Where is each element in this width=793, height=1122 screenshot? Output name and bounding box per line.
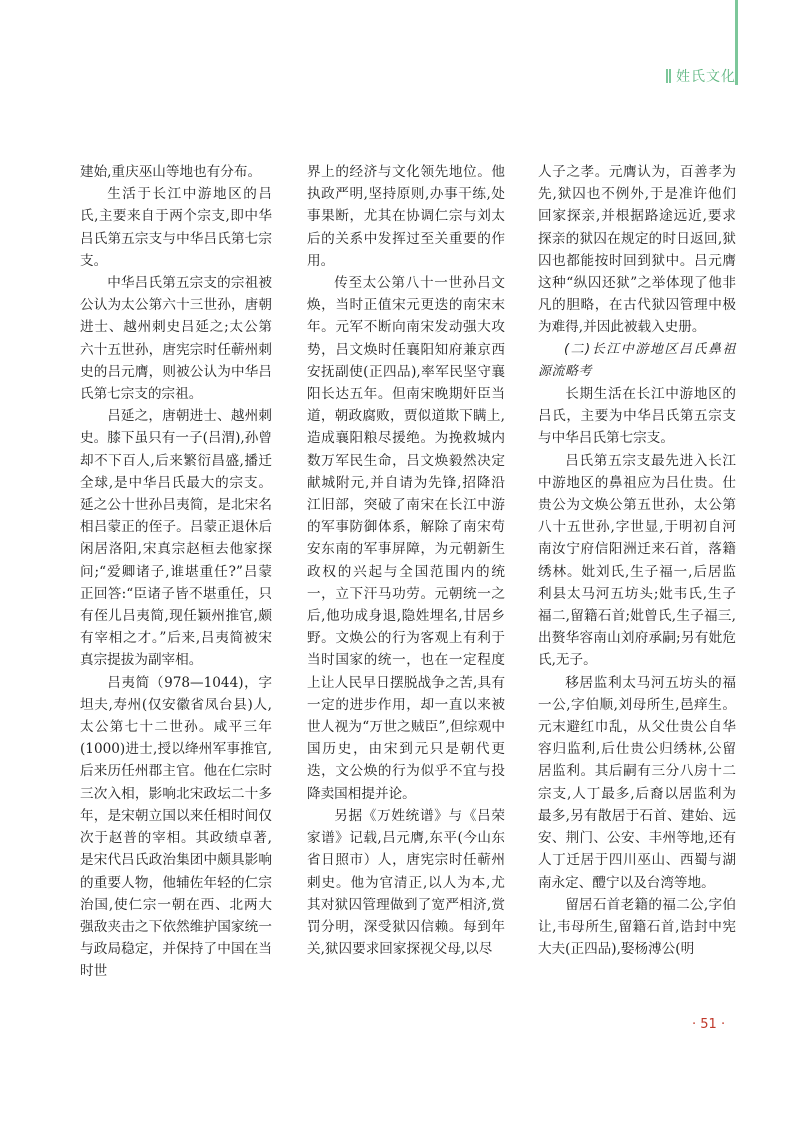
- paragraph: 移居监利太马河五坊头的福一公,字伯顺,刘母所生,邑痒生。元末避红巾乱，从父仕贵公自华容归监利,后仕贵公归绣林,公留居监利。其后嗣有三分八房十二宗支,人丁最多,后裔以居监利为最多,另有散居于石首、建始、远安、荆门、公安、丰州等地,还有人丁迁居于四川巫山、西蜀与湖南永定、醴宁以及台湾等地。: [538, 674, 736, 891]
- paragraph: 另据《万姓统谱》与《吕荣家谱》记载,吕元膺,东平(今山东省日照市）人，唐宪宗时任蕲州刺史。他为官清正,以人为本,尤其对狱囚管理做到了宽严相济,赏罚分明，深受狱囚信赖。每到年关,狱囚要求回家探视父母,以尽: [307, 807, 505, 958]
- page-number: · 51 ·: [692, 1017, 726, 1032]
- paragraph: 吕延之，唐朝进士、越州刺史。膝下虽只有一子(吕渭),孙曾却不下百人,后来繁衍昌盛,播迁全球,是中华吕氏最大的宗支。延之公十世孙吕夷简，是北宋名相吕蒙正的侄子。吕蒙正退休后闲居洛阳,宋真宗赵桓去他家探问;“爱卿诸子,谁堪重任?”吕蒙正回答:“臣诸子皆不堪重任，只有侄儿吕夷简,现任颖州推官,颇有宰相之才。”后来,吕夷简被宋真宗提拔为副宰相。: [80, 408, 272, 669]
- paragraph: 建始,重庆巫山等地也有分布。: [80, 164, 262, 180]
- subsection-heading: (二)长江中游地区吕氏鼻祖源流略考: [538, 341, 736, 379]
- paragraph: 传至太公第八十一世孙吕文焕，当时正值宋元更迭的南宋末年。元军不断向南宋发动强大攻势，吕文焕时任襄阳知府兼京西安抚副使(正四品),率军民坚守襄阳长达五年。但南宋晚期奸臣当道，朝政腐败，贾似道欺下瞒上,造成襄阳粮尽援绝。为挽救城内数万军民生命，吕文焕毅然决定献城附元,并自请为先锋,招降沿江旧部，突破了南宋在长江中游的军事防御体系，解除了南宋苟安东南的军事屏障，为元朝新生政权的兴起与全国范围内的统一，立下汗马功劳。元朝统一之后,他功成身退,隐姓埋名,甘居乡野。文焕公的行为客观上有利于当时国家的统一，也在一定程度上让人民早日摆脱战争之苦,具有一定的进步作用，却一直以来被世人视为“万世之贼臣”,但综观中国历史，由宋到元只是朝代更迭，文公焕的行为似乎不宜与投降卖国相提并论。: [307, 275, 505, 802]
- section-label: [666, 66, 736, 86]
- paragraph: 界上的经济与文化领先地位。他执政严明,坚持原则,办事干练,处事果断，尤其在协调仁宗与刘太后的关系中发挥过至关重要的作用。: [307, 164, 505, 269]
- paragraph: 留居石首老籍的福二公,字伯让,韦母所生,留籍石首,诰封中宪大夫(正四品),娶杨溥公(明: [538, 896, 736, 958]
- paragraph: 生活于长江中游地区的吕氏,主要来自于两个宗支,即中华吕氏第五宗支与中华吕氏第七宗支。: [80, 186, 272, 269]
- paragraph: 吕夷简（978—1044)，字坦夫,寿州(仅安徽省凤台县)人,太公第七十二世孙。咸平三年(1000)进士,授以绛州军事推官,后来历任州郡主官。他在仁宗时三次入相，影响北宋政坛二十多年，是宋朝立国以来任相时间仅次于赵普的宰相。其政绩卓著,是宋代吕氏政治集团中颇具影响的重要人物，他辅佐年轻的仁宗治国,使仁宗一朝在西、北两大强敌夹击之下依然维护国家统一与政局稳定，并保持了中国在当时世: [80, 674, 272, 980]
- paragraph: 中华吕氏第五宗支的宗祖被公认为太公第六十三世孙，唐朝进士、越州刺史吕延之;太公第六十五世孙，唐宪宗时任蕲州刺史的吕元膺，则被公认为中华吕氏第七宗支的宗祖。: [80, 275, 272, 403]
- section-label-bar-icon: [666, 69, 668, 83]
- section-label-text: 姓氏文化: [676, 69, 736, 85]
- column-left: [80, 161, 272, 983]
- paragraph: 吕氏第五宗支最先进入长江中游地区的鼻祖应为吕仕贵。仕贵公为文焕公第五世孙，太公第八十五世孙,字世显,于明初自河南汝宁府信阳洲迁来石首，落籍绣林。妣刘氏,生子福一,后居监利县太马河五坊头;妣韦氏,生子福二,留籍石首;妣曾氏,生子福三,出赘华容南山刘府承嗣;另有妣危氏,无子。: [538, 452, 736, 669]
- paragraph: 长期生活在长江中游地区的吕氏，主要为中华吕氏第五宗支与中华吕氏第七宗支。: [538, 386, 736, 447]
- column-right: [538, 161, 736, 960]
- column-middle: [307, 161, 505, 960]
- section-label-bar-icon: [669, 69, 671, 83]
- paragraph: 人子之孝。元膺认为，百善孝为先,狱囚也不例外,于是准许他们回家探亲,并根据路途远近,要求探亲的狱囚在规定的时日返回,狱囚也都能按时回到狱中。吕元膺这种“纵囚还狱”之举体现了他非凡的胆略，在古代狱囚管理中极为难得,并因此被载入史册。: [538, 164, 736, 336]
